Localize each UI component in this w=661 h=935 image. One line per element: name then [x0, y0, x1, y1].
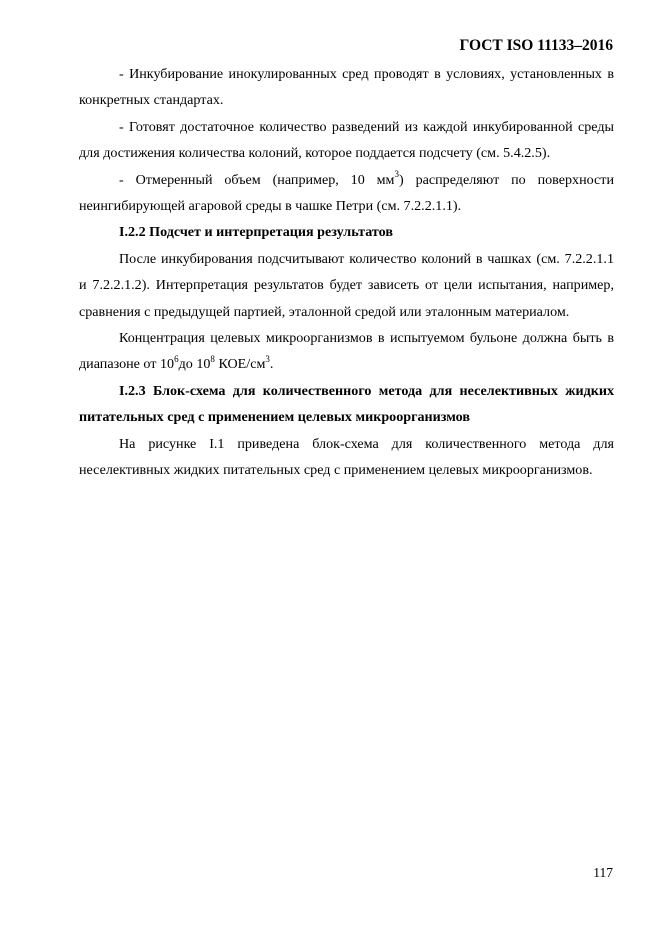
document-header: ГОСТ ISO 11133–2016 [459, 37, 613, 54]
paragraph-flowchart-reference: На рисунке I.1 приведена блок-схема для количественного метода для неселективных жидких питательных сред с применением целевых микроорганизмов. [79, 435, 614, 479]
paragraph-counting: После инкубирования подсчитывают количество колоний в чашках (см. 7.2.2.1.1 и 7.2.2.1.2). Интерпретация результатов будет зависеть от цели испытания, например, сравнения с предыдущей партией, эталонной средой или эталонным материалом. [79, 250, 614, 320]
paragraph-measured-volume-text-a: - Отмеренный объем (например, 10 мм [119, 171, 395, 188]
paragraph-concentration [79, 325, 614, 378]
paragraph-concentration-text-b: до 10 [178, 356, 211, 373]
paragraph-concentration-text-c: КОЕ/см [214, 356, 266, 373]
section-heading-counting: I.2.2 Подсчет и интерпретация результатов [119, 224, 393, 241]
section-heading-flowchart: I.2.3 Блок-схема для количественного метода для неселективных жидких питательных сред с применением целевых микроорганизмов [79, 382, 614, 426]
paragraph-measured-volume [79, 167, 614, 220]
paragraph-dilutions: - Готовят достаточное количество разведений из каждой инкубированной среды для достижения количества колоний, которое поддается подсчету (см. 5.4.2.5). [79, 118, 614, 162]
document-body [79, 61, 614, 484]
superscript-exponent-6: 6 [174, 353, 179, 364]
superscript-cube-2: 3 [265, 353, 270, 364]
paragraph-concentration-text-d: . [269, 356, 274, 373]
paragraph-concentration-text-a: Концентрация целевых микроорганизмов в испытуемом бульоне должна быть в диапазоне от 10 [79, 330, 614, 373]
page-number: 117 [593, 865, 613, 880]
superscript-cube: 3 [394, 168, 399, 179]
superscript-exponent-8: 8 [210, 353, 215, 364]
paragraph-incubation: - Инкубирование инокулированных сред проводят в условиях, установленных в конкретных стандартах. [79, 66, 614, 109]
paragraph-measured-volume-text-b: ) распределяют по поверхности неингибирующей агаровой среды в чашке Петри (см. 7.2.2.1.1). [79, 171, 614, 215]
